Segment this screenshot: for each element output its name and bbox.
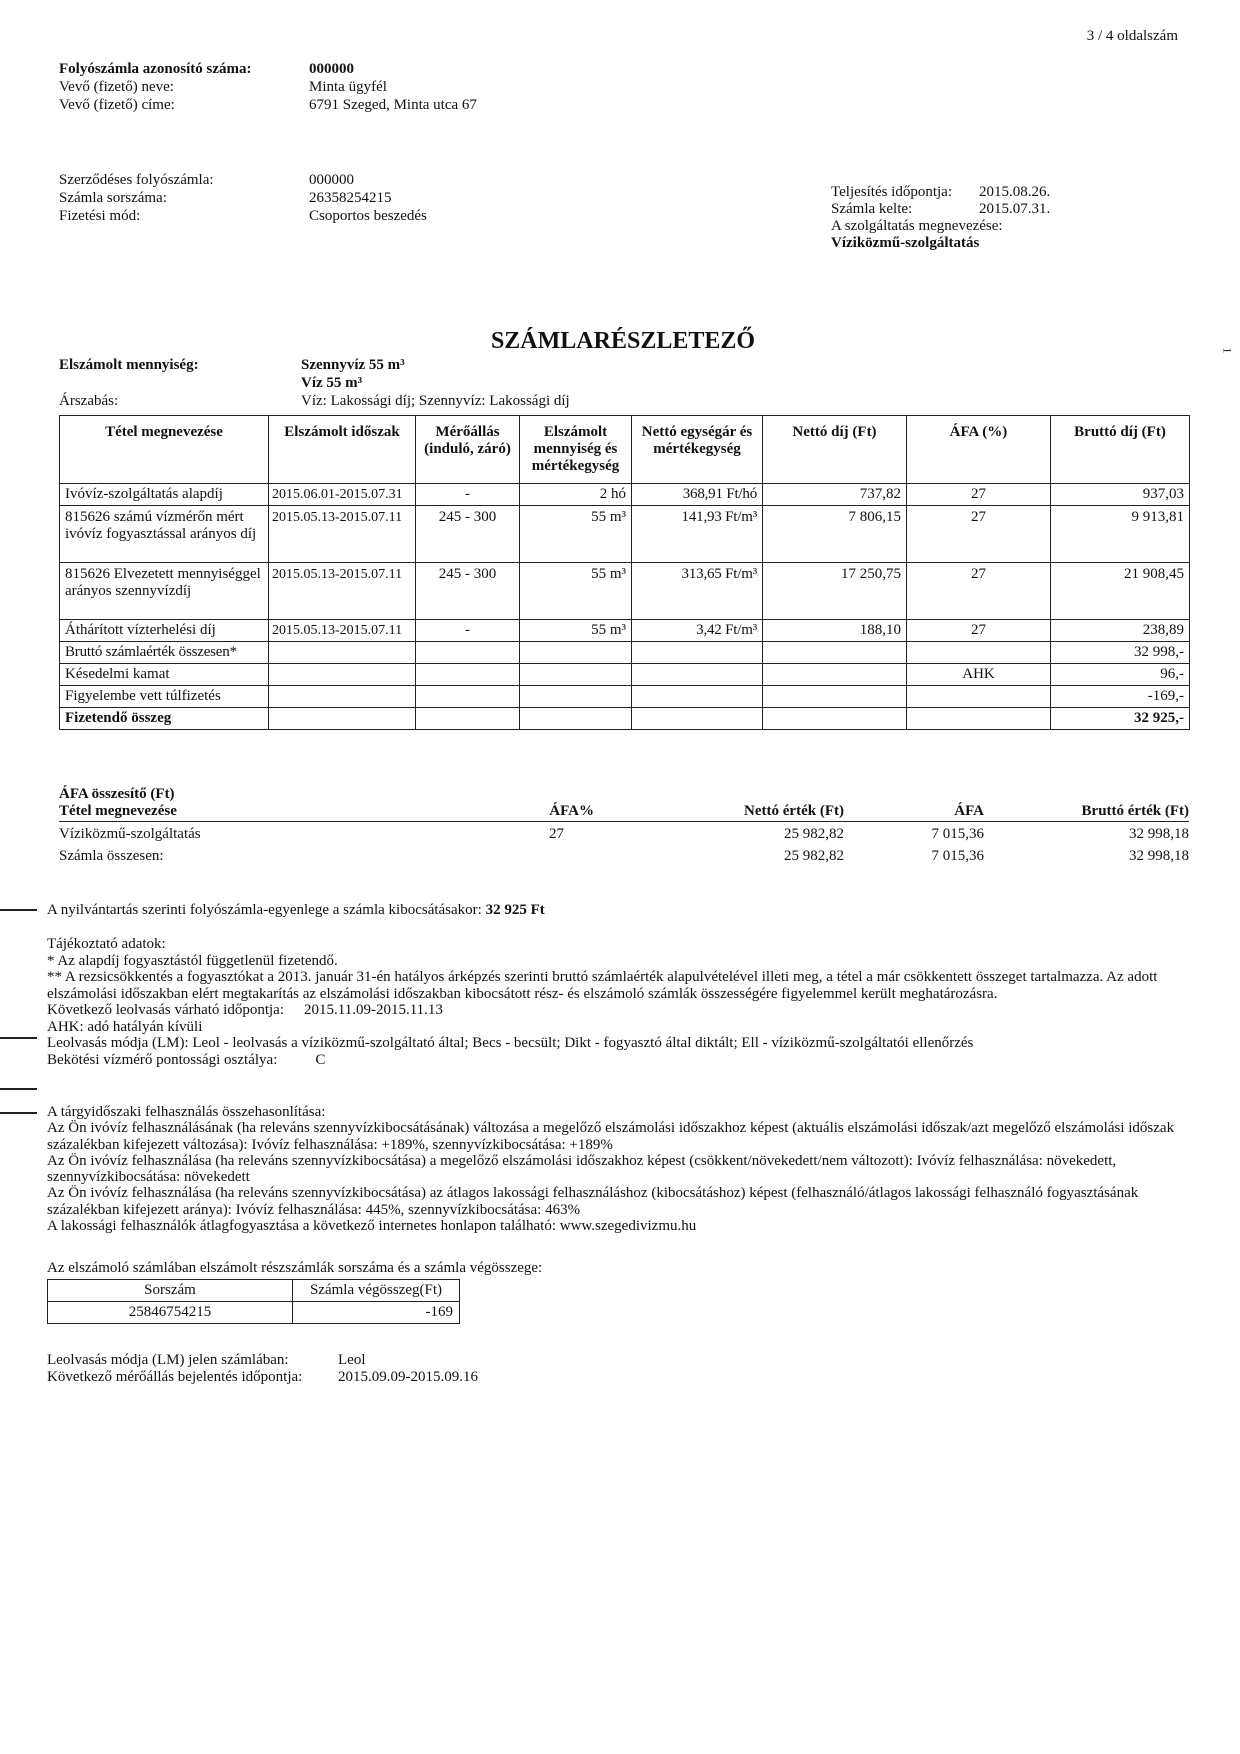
balance-line: [47, 902, 1187, 919]
footer-mode-value: Leol: [338, 1352, 366, 1368]
header-quantity: Elszámolt mennyiség és mértékegység: [520, 416, 632, 484]
cell-meter: 245 - 300: [416, 563, 520, 620]
cell-quantity: 55 m³: [520, 563, 632, 620]
cell-vat: 27: [907, 484, 1051, 506]
comparison-p2: Az Ön ivóvíz felhasználása (ha releváns szennyvízkibocsátása) a megelőző elszámolási időszakhoz képest (csökkent/növekedett/nem változott): Ivóvíz felhasználása: növekedett, szennyvízkibocsátása: növekedett: [47, 1152, 1117, 1186]
quantity-line2: Víz 55 m³: [301, 375, 363, 391]
cell-item: 815626 Elvezetett mennyiséggel arányos szennyvízdíj: [60, 563, 269, 620]
page-title: [0, 327, 1240, 355]
cell-meter: -: [416, 484, 520, 506]
contract-block: [59, 172, 659, 232]
cell-gross: 937,03: [1051, 484, 1190, 506]
cell-net: 7 806,15: [763, 506, 907, 563]
table-header-row: [60, 416, 1190, 484]
table-row: [60, 563, 1190, 620]
vat-row-rate: 27: [549, 826, 564, 842]
overpayment-value: -169,-: [1051, 686, 1190, 708]
cell-net: 188,10: [763, 620, 907, 642]
vat-row-net: 25 982,82: [784, 826, 844, 842]
vat-total-gross: 32 998,18: [1129, 848, 1189, 864]
invoice-no-value: 26358254215: [309, 190, 392, 206]
footer-next-value: 2015.09.09-2015.09.16: [338, 1369, 478, 1385]
cell-period: 2015.05.13-2015.07.11: [269, 620, 416, 642]
cell-item: Áthárított vízterhelési díj: [60, 620, 269, 642]
footer-mode-label: Leolvasás módja (LM) jelen számlában:: [47, 1352, 289, 1368]
vat-header-item: Tétel megnevezése: [59, 802, 389, 822]
issue-value: 2015.07.31.: [979, 201, 1051, 217]
contract-value: 000000: [309, 172, 354, 188]
info-title: Tájékoztató adatok:: [47, 936, 166, 952]
meter-class-line: [47, 1052, 1187, 1069]
comparison-p1: Az Ön ivóvíz felhasználásának (ha releváns szennyvízkibocsátásának) változása a megelőző elszámolási időszakhoz képest (aktuális elszámolási időszak/azt megelőző elszámolási időszak százalékban kifejezett változása): Ivóvíz felhasználása: +189%, szennyvízkibocsátása: +189%: [47, 1120, 1175, 1153]
next-read-label: Következő leolvasás várható időpontja:: [47, 1002, 285, 1018]
margin-mark: [0, 1037, 37, 1039]
partial-total: -169: [293, 1302, 460, 1324]
partial-invoices-table: [47, 1279, 460, 1324]
vat-header-gross: Bruttó érték (Ft): [984, 802, 1189, 822]
margin-mark: [0, 1112, 37, 1114]
table-row: [60, 484, 1190, 506]
balance-value: 32 925 Ft: [485, 902, 545, 918]
cell-vat: 27: [907, 620, 1051, 642]
cell-gross: 21 908,45: [1051, 563, 1190, 620]
partial-header-row: [48, 1280, 460, 1302]
payable-row: [60, 708, 1190, 730]
vat-row-gross: 32 998,18: [1129, 826, 1189, 842]
address-label: Vevő (fizető) címe:: [59, 97, 175, 113]
late-interest-row: [60, 664, 1190, 686]
info-note2: ** A rezsicsökkentés a fogyasztókat a 2013. január 31-én hatályos árképzés szerinti bruttó számlaérték alapulvételével illeti meg, a tétel a már csökkentett összeget tartalmazza. Az adott elszámolási időszakban elért megtakarítás az elszámolási időszakban kibocsátott rész- és elszámoló számlák összességére figyelemmel került meghatározásra.: [47, 969, 1158, 1002]
payment-label: Fizetési mód:: [59, 208, 141, 224]
late-interest-label: Késedelmi kamat: [60, 664, 269, 686]
vat-header-row: [59, 802, 1189, 822]
cell-gross: 238,89: [1051, 620, 1190, 642]
footer-block: [47, 1352, 647, 1392]
payable-value: 32 925,-: [1051, 708, 1190, 730]
header-item: Tétel megnevezése: [60, 416, 269, 484]
vat-total-vat: 7 015,36: [931, 848, 984, 864]
service-label: A szolgáltatás megnevezése:: [831, 218, 1003, 234]
info-block: [47, 936, 1187, 1068]
header-net: Nettó díj (Ft): [763, 416, 907, 484]
info-note1: * Az alapdíj fogyasztástól függetlenül fizetendő.: [47, 952, 338, 969]
cell-unit-price: 3,42 Ft/m³: [632, 620, 763, 642]
gross-total-label: Bruttó számlaérték összesen*: [60, 642, 269, 664]
vat-total-rate: [389, 844, 594, 866]
side-mark: 1: [1220, 347, 1235, 354]
comparison-title: A tárgyidőszaki felhasználás összehasonlítása:: [47, 1104, 326, 1120]
read-mode-line: Leolvasás módja (LM): Leol - leolvasás a víziközmű-szolgáltató által; Becs - becsült; Dikt - fogyasztó által diktált; Ell - víziközmű-szolgáltatói ellenőrzés: [47, 1035, 974, 1051]
issue-label: Számla kelte:: [831, 201, 913, 217]
vat-total-row: [59, 844, 1189, 866]
vat-row-vat: 7 015,36: [931, 826, 984, 842]
footer-next-label: Következő mérőállás bejelentés időpontja:: [47, 1369, 303, 1385]
tariff-label: Árszabás:: [59, 393, 119, 409]
name-label: Vevő (fizető) neve:: [59, 79, 174, 95]
account-label: Folyószámla azonosító száma:: [59, 61, 252, 77]
invoice-detail-table: [59, 415, 1190, 730]
cell-unit-price: 313,65 Ft/m³: [632, 563, 763, 620]
header-unit-price: Nettó egységár és mértékegység: [632, 416, 763, 484]
payable-label: Fizetendő összeg: [60, 708, 269, 730]
cell-net: 17 250,75: [763, 563, 907, 620]
tariff-value: Víz: Lakossági díj; Szennyvíz: Lakossági díj: [301, 393, 570, 409]
cell-period: 2015.05.13-2015.07.11: [269, 563, 416, 620]
partial-header-serial: Sorszám: [48, 1280, 293, 1302]
vat-summary-title: ÁFA összesítő (Ft): [59, 786, 175, 802]
vat-header-vat: ÁFA: [844, 802, 984, 822]
gross-total-row: [60, 642, 1190, 664]
overpayment-row: [60, 686, 1190, 708]
page-title-text: SZÁMLARÉSZLETEZŐ: [490, 328, 756, 354]
cell-meter: -: [416, 620, 520, 642]
cell-item: 815626 számú vízmérőn mért ivóvíz fogyasztással arányos díj: [60, 506, 269, 563]
vat-row-item: Víziközmű-szolgáltatás: [59, 826, 201, 842]
next-read-line: [47, 1002, 1187, 1019]
account-value: 000000: [309, 61, 354, 77]
quantity-line1: Szennyvíz 55 m³: [301, 357, 405, 373]
cell-quantity: 55 m³: [520, 506, 632, 563]
vat-total-net: 25 982,82: [784, 848, 844, 864]
customer-block: [59, 61, 659, 121]
header-vat: ÁFA (%): [907, 416, 1051, 484]
vat-row: [59, 822, 1189, 845]
meter-class-label: Bekötési vízmérő pontossági osztálya:: [47, 1051, 278, 1068]
payment-value: Csoportos beszedés: [309, 208, 427, 224]
table-row: [60, 506, 1190, 563]
next-read-value: 2015.11.09-2015.11.13: [304, 1002, 443, 1018]
vat-total-label: Számla összesen:: [59, 848, 164, 864]
page-number: 3 / 4 oldalszám: [1086, 28, 1178, 44]
late-interest-value: 96,-: [1051, 664, 1190, 686]
quantity-block: [59, 357, 759, 411]
comparison-p3: Az Ön ivóvíz felhasználása (ha releváns szennyvízkibocsátása) az átlagos lakossági felhasználáshoz (kibocsátáshoz) képest (felhasználó/átlagos lakossági felhasználó fogyasztásának százalékban kifejezett aránya): Ivóvíz felhasználása: 445%, szennyvízkibocsátása: 463%: [47, 1185, 1139, 1218]
cell-unit-price: 141,93 Ft/m³: [632, 506, 763, 563]
cell-period: 2015.05.13-2015.07.11: [269, 506, 416, 563]
table-row: [60, 620, 1190, 642]
cell-gross: 9 913,81: [1051, 506, 1190, 563]
vat-summary-table: [59, 802, 1189, 866]
cell-item: Ivóvíz-szolgáltatás alapdíj: [60, 484, 269, 506]
cell-vat: 27: [907, 506, 1051, 563]
dates-block: [831, 184, 1191, 256]
cell-meter: 245 - 300: [416, 506, 520, 563]
performance-label: Teljesítés időpontja:: [831, 184, 953, 200]
balance-text: A nyilvántartás szerinti folyószámla-egyenlege a számla kibocsátásakor:: [47, 902, 486, 918]
ahk-line: AHK: adó hatályán kívüli: [47, 1018, 203, 1035]
name-value: Minta ügyfél: [309, 79, 387, 95]
invoice-no-label: Számla sorszáma:: [59, 190, 167, 206]
performance-value: 2015.08.26.: [979, 184, 1051, 200]
vat-header-net: Nettó érték (Ft): [594, 802, 844, 822]
meter-class-value: C: [315, 1051, 326, 1068]
gross-total-value: 32 998,-: [1051, 642, 1190, 664]
vat-header-rate: ÁFA%: [389, 802, 594, 822]
partial-row: [48, 1302, 460, 1324]
contract-label: Szerződéses folyószámla:: [59, 172, 214, 188]
late-interest-vat: AHK: [907, 664, 1051, 686]
margin-mark: [0, 909, 37, 911]
header-meter: Mérőállás (induló, záró): [416, 416, 520, 484]
cell-vat: 27: [907, 563, 1051, 620]
cell-quantity: 55 m³: [520, 620, 632, 642]
quantity-label: Elszámolt mennyiség:: [59, 357, 199, 373]
cell-net: 737,82: [763, 484, 907, 506]
address-value: 6791 Szeged, Minta utca 67: [309, 97, 477, 113]
partial-header-total: Számla végösszeg(Ft): [293, 1280, 460, 1302]
cell-quantity: 2 hó: [520, 484, 632, 506]
comparison-block: [47, 1104, 1187, 1234]
margin-mark: [0, 1088, 37, 1090]
cell-unit-price: 368,91 Ft/hó: [632, 484, 763, 506]
header-gross: Bruttó díj (Ft): [1051, 416, 1190, 484]
comparison-p4: A lakossági felhasználók átlagfogyasztása a következő internetes honlapon található: www.szegedivizmu.hu: [47, 1218, 697, 1235]
header-period: Elszámolt időszak: [269, 416, 416, 484]
partial-title: Az elszámoló számlában elszámolt részszámlák sorszáma és a számla végösszege:: [47, 1260, 543, 1276]
cell-period: 2015.06.01-2015.07.31: [269, 484, 416, 506]
partial-serial: 25846754215: [48, 1302, 293, 1324]
service-value: Víziközmű-szolgáltatás: [831, 235, 980, 251]
overpayment-label: Figyelembe vett túlfizetés: [60, 686, 269, 708]
